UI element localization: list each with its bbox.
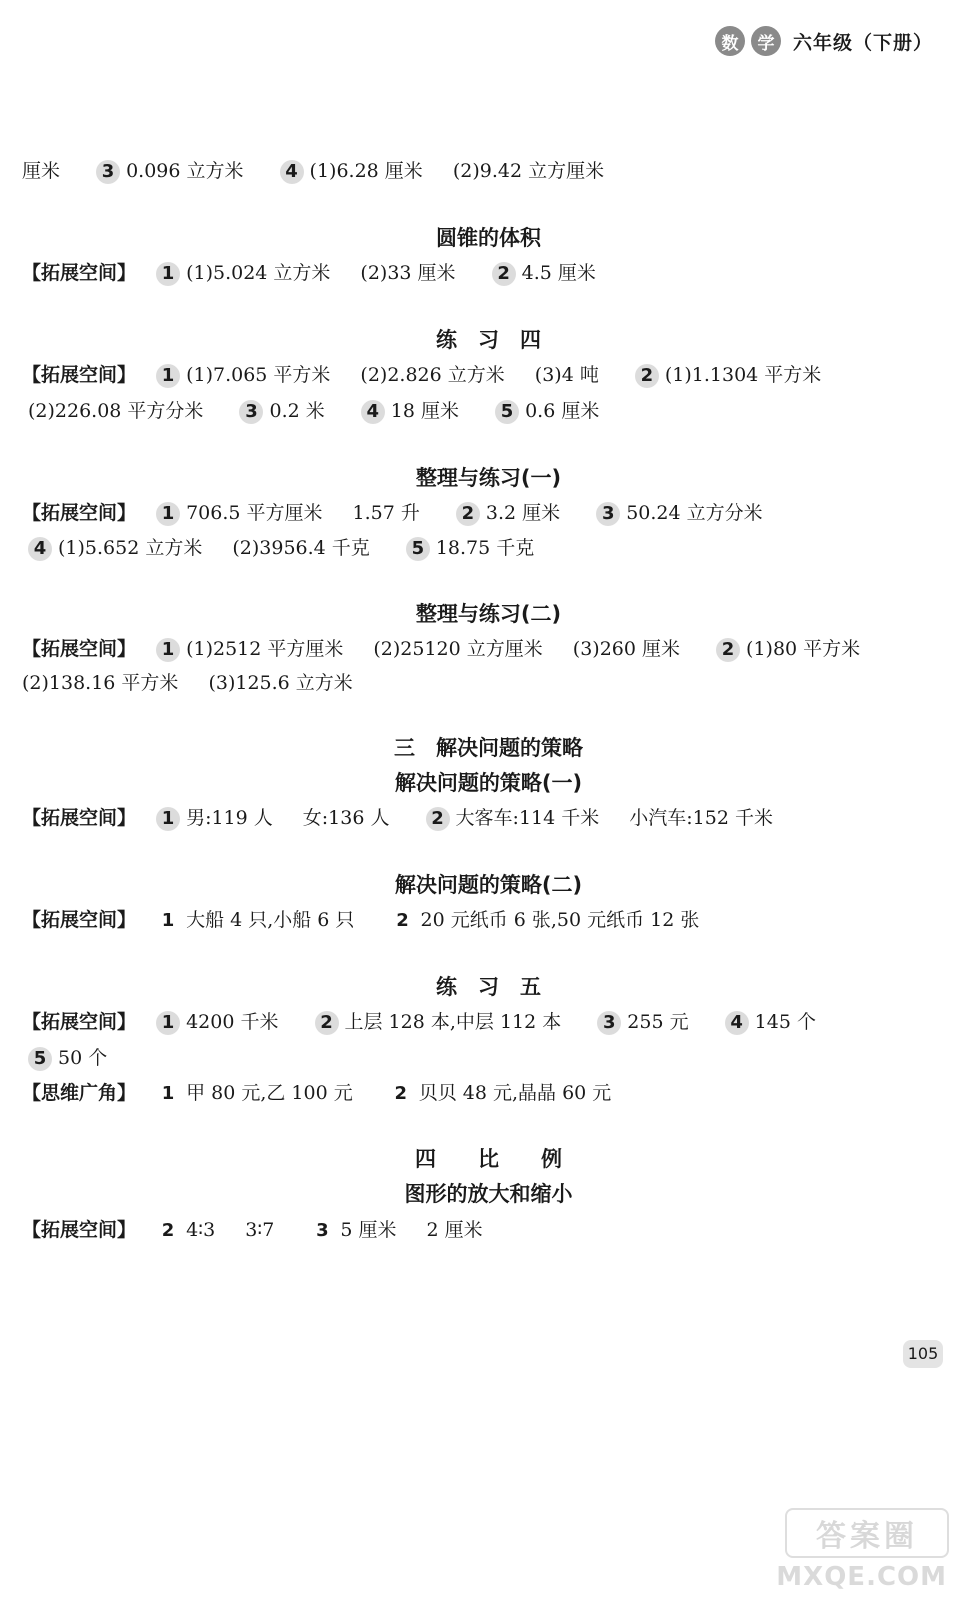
answer-line: (2)226.08 平方分米 3 0.2 米 4 18 厘米 5 0.6 厘米 [28, 400, 600, 422]
section-title: 解决问题的策略(二) [394, 873, 583, 897]
section-label: 【拓展空间】 [22, 638, 137, 660]
section-title: 整理与练习(二) [415, 602, 562, 626]
section-label: 【拓展空间】 [22, 1219, 137, 1241]
answer-line: 【拓展空间】 1 4200 千米 2 上层 128 本,中层 112 本 3 255 元 4 145 个 [22, 1011, 816, 1033]
section-title: 解决问题的策略(一) [394, 771, 583, 795]
section-label: 【拓展空间】 [22, 364, 137, 386]
answer-line: 【拓展空间】 2 4∶3 3∶7 3 5 厘米 2 厘米 [22, 1219, 483, 1241]
question-number: 3 [96, 160, 120, 184]
section-label: 【拓展空间】 [22, 807, 137, 829]
watermark-logo: 答案圈 [785, 1508, 949, 1558]
page-header [715, 26, 933, 56]
answer-line: 【拓展空间】 1 大船 4 只,小船 6 只 2 20 元纸币 6 张,50 元纸币 12 张 [22, 909, 700, 931]
section-title: 练 习 五 [436, 975, 541, 999]
answer-line: 【拓展空间】 1 男:119 人 女:136 人 2 大客车:114 千米 小汽车:152 千米 [22, 807, 773, 829]
answer-line: 【拓展空间】 1 706.5 平方厘米 1.57 升 2 3.2 厘米 3 50.24 立方分米 [22, 502, 763, 524]
section-label: 【拓展空间】 [22, 909, 137, 931]
answer-line: 5 50 个 [28, 1043, 107, 1071]
answer-line: 4 (1)5.652 立方米 (2)3956.4 千克 5 18.75 千克 [28, 533, 564, 561]
section-label: 【拓展空间】 [22, 502, 137, 524]
unit-title: 三 解决问题的策略 [394, 736, 583, 760]
watermark-url: MXQE.COM [776, 1562, 947, 1592]
answer-line: (2)138.16 平方米 (3)125.6 立方米 [22, 672, 353, 694]
answer-line: 【拓展空间】 1 (1)5.024 立方米 (2)33 厘米 2 4.5 厘米 [22, 262, 596, 284]
section-label: 【思维广角】 [22, 1082, 137, 1104]
section-title: 练 习 四 [436, 328, 541, 352]
answer-line: 【拓展空间】 1 (1)7.065 平方米 (2)2.826 立方米 (3)4 吨 2 (1)1.1304 平方米 [22, 364, 822, 386]
unit-title: 四 比 例 [415, 1147, 562, 1171]
section-label: 【拓展空间】 [22, 1011, 137, 1033]
answer-line: 厘米 3 0.096 立方米 4 (1)6.28 厘米 (2)9.42 立方厘米 [22, 160, 605, 182]
page-number: 105 [903, 1340, 943, 1368]
subject-badge: 数 [715, 26, 745, 56]
section-label: 【拓展空间】 [22, 262, 137, 284]
answer-line: 【拓展空间】 1 (1)2512 平方厘米 (2)25120 立方厘米 (3)260 厘米 2 (1)80 平方米 [22, 638, 861, 660]
grade-label: 六年级（下册） [792, 31, 933, 54]
answer-line: 【思维广角】 1 甲 80 元,乙 100 元 2 贝贝 48 元,晶晶 60 元 [22, 1082, 612, 1104]
subject-badge: 学 [751, 26, 781, 56]
section-title: 图形的放大和缩小 [404, 1182, 573, 1206]
question-number: 4 [280, 160, 304, 184]
section-title: 圆锥的体积 [436, 226, 541, 250]
section-title: 整理与练习(一) [415, 466, 562, 490]
